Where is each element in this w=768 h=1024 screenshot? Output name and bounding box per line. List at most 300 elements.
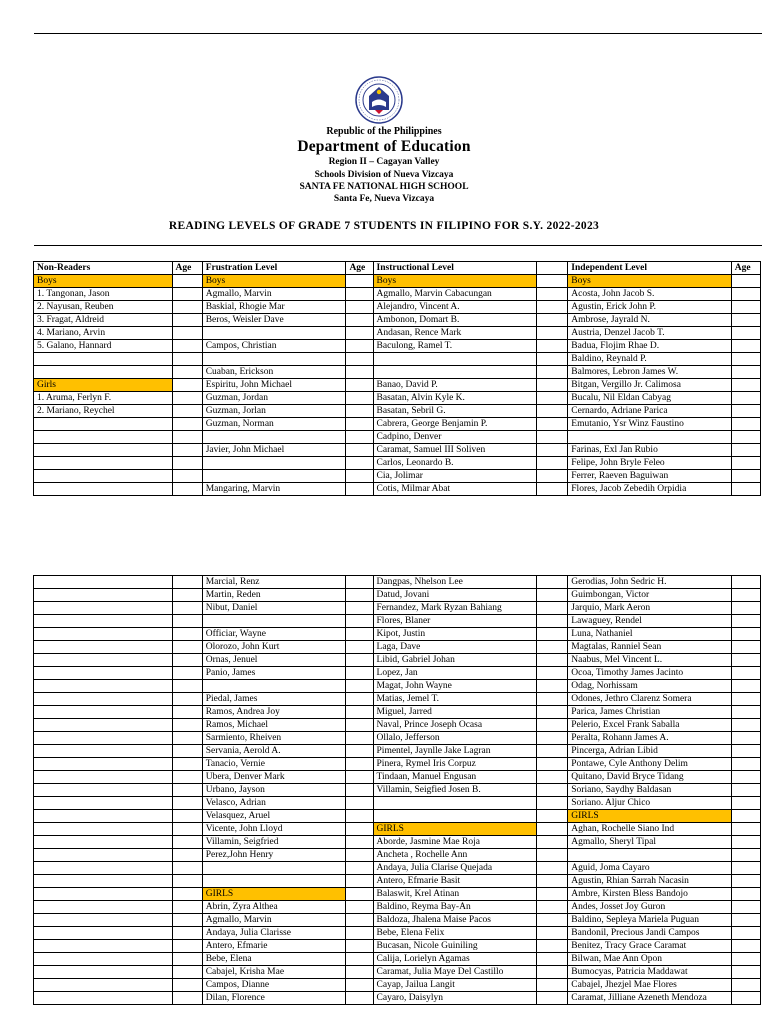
age-cell — [731, 275, 760, 288]
non-readers-cell — [34, 758, 173, 771]
independent-cell: Bitgan, Vergillo Jr. Calimosa — [568, 379, 732, 392]
deped-seal-icon — [355, 76, 403, 124]
age-cell — [731, 628, 760, 641]
age-cell — [346, 784, 373, 797]
age-cell — [537, 901, 568, 914]
age-cell — [172, 641, 202, 654]
frustration-cell: Perez,John Henry — [202, 849, 346, 862]
age-cell — [172, 732, 202, 745]
col-header-age: Age — [346, 262, 373, 275]
frustration-cell: Javier, John Michael — [202, 444, 346, 457]
col-header-age: Age — [172, 262, 202, 275]
age-cell — [731, 784, 760, 797]
frustration-cell — [202, 431, 346, 444]
table-row — [34, 353, 761, 366]
independent-cell: Ambrose, Jayrald N. — [568, 314, 732, 327]
age-cell — [172, 275, 202, 288]
age-cell — [537, 418, 568, 431]
age-cell — [731, 810, 760, 823]
non-readers-cell — [34, 444, 173, 457]
independent-cell: Peralta, Rohann James A. — [568, 732, 732, 745]
instructional-cell: Ambonon, Domart B. — [373, 314, 537, 327]
instructional-cell: Andasan, Rence Mark — [373, 327, 537, 340]
age-cell — [346, 823, 373, 836]
instructional-cell: Aborde, Jasmine Mae Roja — [373, 836, 537, 849]
age-cell — [346, 457, 373, 470]
age-cell — [346, 901, 373, 914]
age-cell — [537, 784, 568, 797]
non-readers-cell — [34, 602, 173, 615]
age-cell — [537, 927, 568, 940]
age-cell — [537, 379, 568, 392]
frustration-cell: Nibut, Daniel — [202, 602, 346, 615]
age-cell — [172, 314, 202, 327]
frustration-cell: Guzman, Norman — [202, 418, 346, 431]
instructional-cell: Ollalo, Jefferson — [373, 732, 537, 745]
non-readers-cell — [34, 797, 173, 810]
header-row — [34, 262, 761, 275]
independent-cell: Luna, Nathaniel — [568, 628, 732, 641]
age-cell — [731, 602, 760, 615]
age-cell — [346, 405, 373, 418]
age-cell — [731, 405, 760, 418]
age-cell — [537, 823, 568, 836]
age-cell — [537, 771, 568, 784]
age-cell — [731, 836, 760, 849]
independent-cell: Balmores, Lebron James W. — [568, 366, 732, 379]
frustration-cell: Martin, Reden — [202, 589, 346, 602]
age-cell — [731, 901, 760, 914]
instructional-cell: Baculong, Ramel T. — [373, 340, 537, 353]
age-cell — [172, 758, 202, 771]
independent-cell: Quitano, David Bryce Tidang — [568, 771, 732, 784]
age-cell — [346, 862, 373, 875]
top-rule — [34, 33, 762, 34]
age-cell — [172, 810, 202, 823]
non-readers-cell — [34, 940, 173, 953]
independent-cell: GIRLS — [568, 810, 732, 823]
frustration-cell: Beros, Weisler Dave — [202, 314, 346, 327]
age-cell — [346, 940, 373, 953]
frustration-cell — [202, 470, 346, 483]
frustration-cell: Servania, Aerold A. — [202, 745, 346, 758]
frustration-cell: Panio, James — [202, 667, 346, 680]
age-cell — [537, 366, 568, 379]
instructional-cell — [373, 366, 537, 379]
age-cell — [346, 758, 373, 771]
independent-cell: Soriano, Saydhy Baldasan — [568, 784, 732, 797]
independent-cell: Baldino, Sepleya Mariela Puguan — [568, 914, 732, 927]
age-cell — [172, 875, 202, 888]
instructional-cell: Matias, Jemel T. — [373, 693, 537, 706]
age-cell — [172, 288, 202, 301]
instructional-cell: Banao, David P. — [373, 379, 537, 392]
table-row — [34, 771, 761, 784]
frustration-cell — [202, 327, 346, 340]
frustration-cell: Ubera, Denver Mark — [202, 771, 346, 784]
age-cell — [731, 875, 760, 888]
age-cell — [172, 771, 202, 784]
table-row — [34, 628, 761, 641]
age-cell — [731, 470, 760, 483]
table-row — [34, 470, 761, 483]
non-readers-cell — [34, 875, 173, 888]
table-row — [34, 340, 761, 353]
independent-cell: Benitez, Tracy Grace Caramat — [568, 940, 732, 953]
instructional-cell: Antero, Efmarie Basit — [373, 875, 537, 888]
frustration-cell — [202, 457, 346, 470]
table-row — [34, 301, 761, 314]
frustration-cell: Urbano, Jayson — [202, 784, 346, 797]
independent-cell: Ferrer, Raeven Baguiwan — [568, 470, 732, 483]
age-cell — [346, 888, 373, 901]
frustration-cell: Olorozo, John Kurt — [202, 641, 346, 654]
frustration-cell — [202, 615, 346, 628]
non-readers-cell — [34, 732, 173, 745]
age-cell — [731, 823, 760, 836]
non-readers-cell — [34, 654, 173, 667]
instructional-cell: Caramat, Julia Maye Del Castillo — [373, 966, 537, 979]
non-readers-cell — [34, 862, 173, 875]
frustration-cell: Cabajel, Krisha Mae — [202, 966, 346, 979]
independent-cell: Lawaguey, Rendel — [568, 615, 732, 628]
table-row — [34, 680, 761, 693]
independent-cell: Ambre, Kirsten Bless Bandojo — [568, 888, 732, 901]
table-row — [34, 810, 761, 823]
age-cell — [731, 457, 760, 470]
age-cell — [537, 719, 568, 732]
table-row — [34, 288, 761, 301]
age-cell — [172, 784, 202, 797]
table-row — [34, 888, 761, 901]
age-cell — [731, 693, 760, 706]
age-cell — [537, 654, 568, 667]
age-cell — [346, 275, 373, 288]
age-cell — [346, 379, 373, 392]
age-cell — [172, 470, 202, 483]
table-row — [34, 366, 761, 379]
age-cell — [731, 914, 760, 927]
table-row — [34, 719, 761, 732]
non-readers-cell — [34, 901, 173, 914]
frustration-cell — [202, 680, 346, 693]
frustration-cell: GIRLS — [202, 888, 346, 901]
age-cell — [346, 849, 373, 862]
region-line: Region II – Cagayan Valley — [328, 157, 440, 167]
frustration-cell: Velasco, Adrian — [202, 797, 346, 810]
age-cell — [172, 576, 202, 589]
age-cell — [172, 444, 202, 457]
division-line: Schools Division of Nueva Vizcaya — [314, 170, 454, 180]
instructional-cell: GIRLS — [373, 823, 537, 836]
age-cell — [346, 992, 373, 1005]
age-cell — [346, 392, 373, 405]
age-cell — [731, 314, 760, 327]
table-row — [34, 745, 761, 758]
table-row — [34, 327, 761, 340]
frustration-cell: Villamin, Seigfried — [202, 836, 346, 849]
non-readers-cell — [34, 992, 173, 1005]
instructional-cell: Calija, Lorielyn Agamas — [373, 953, 537, 966]
non-readers-cell — [34, 888, 173, 901]
table-row — [34, 914, 761, 927]
instructional-cell: Tindaan, Manuel Engusan — [373, 771, 537, 784]
instructional-cell: Libid, Gabriel Johan — [373, 654, 537, 667]
col-header-instructional: Instructional Level — [373, 262, 537, 275]
instructional-cell: Cadpino, Denver — [373, 431, 537, 444]
age-cell — [172, 849, 202, 862]
age-cell — [537, 444, 568, 457]
age-cell — [346, 875, 373, 888]
independent-cell: Cernardo, Adriane Parica — [568, 405, 732, 418]
instructional-cell: Cayaro, Daisylyn — [373, 992, 537, 1005]
instructional-cell: Carlos, Leonardo B. — [373, 457, 537, 470]
age-cell — [731, 379, 760, 392]
table-row — [34, 797, 761, 810]
age-cell — [172, 901, 202, 914]
instructional-cell: Magat, John Wayne — [373, 680, 537, 693]
age-cell — [346, 745, 373, 758]
frustration-cell: Sarmiento, Rheiven — [202, 732, 346, 745]
frustration-cell: Vicente, John Lloyd — [202, 823, 346, 836]
non-readers-cell — [34, 576, 173, 589]
independent-cell — [568, 849, 732, 862]
age-cell — [731, 849, 760, 862]
frustration-cell: Marcial, Renz — [202, 576, 346, 589]
age-cell — [731, 288, 760, 301]
age-cell — [172, 680, 202, 693]
age-cell — [731, 589, 760, 602]
instructional-cell: Cotis, Milmar Abat — [373, 483, 537, 496]
non-readers-cell: 4. Mariano, Arvin — [34, 327, 173, 340]
table-row — [34, 927, 761, 940]
age-cell — [537, 628, 568, 641]
table-row — [34, 457, 761, 470]
age-cell — [346, 953, 373, 966]
independent-cell — [568, 431, 732, 444]
age-cell — [346, 810, 373, 823]
independent-cell: Soriano. Aljur Chico — [568, 797, 732, 810]
frustration-cell: Guzman, Jorlan — [202, 405, 346, 418]
age-cell — [172, 667, 202, 680]
age-cell — [346, 589, 373, 602]
table-row — [34, 641, 761, 654]
age-cell — [537, 340, 568, 353]
instructional-cell: Laga, Dave — [373, 641, 537, 654]
age-cell — [346, 418, 373, 431]
age-cell — [346, 771, 373, 784]
age-cell — [172, 914, 202, 927]
independent-cell: Bucalu, Nil Eldan Cabyag — [568, 392, 732, 405]
non-readers-cell — [34, 784, 173, 797]
non-readers-cell: Boys — [34, 275, 173, 288]
non-readers-cell: 1. Aruma, Ferlyn F. — [34, 392, 173, 405]
age-cell — [731, 966, 760, 979]
col-header-age: Age — [731, 262, 760, 275]
age-cell — [172, 366, 202, 379]
age-cell — [537, 275, 568, 288]
frustration-cell: Mangaring, Marvin — [202, 483, 346, 496]
instructional-cell: Alejandro, Vincent A. — [373, 301, 537, 314]
school-address: Santa Fe, Nueva Vizcaya — [333, 194, 435, 204]
independent-cell: Odones, Jethro Clarenz Somera — [568, 693, 732, 706]
col-header-independent: Independent Level — [568, 262, 732, 275]
age-cell — [731, 576, 760, 589]
non-readers-cell — [34, 914, 173, 927]
age-cell — [731, 862, 760, 875]
instructional-cell: Boys — [373, 275, 537, 288]
age-cell — [537, 953, 568, 966]
age-cell — [731, 706, 760, 719]
independent-cell: Acosta, John Jacob S. — [568, 288, 732, 301]
age-cell — [537, 914, 568, 927]
age-cell — [731, 758, 760, 771]
frustration-cell: Officiar, Wayne — [202, 628, 346, 641]
non-readers-cell: 2. Nayusan, Reuben — [34, 301, 173, 314]
age-cell — [346, 431, 373, 444]
age-cell — [346, 732, 373, 745]
age-cell — [537, 288, 568, 301]
non-readers-cell: 2. Mariano, Reychel — [34, 405, 173, 418]
age-cell — [731, 431, 760, 444]
instructional-cell: Bucasan, Nicole Guiniling — [373, 940, 537, 953]
age-cell — [537, 392, 568, 405]
independent-cell: Bilwan, Mae Ann Opon — [568, 953, 732, 966]
age-cell — [537, 836, 568, 849]
age-cell — [172, 797, 202, 810]
age-cell — [172, 940, 202, 953]
age-cell — [537, 992, 568, 1005]
age-cell — [346, 914, 373, 927]
instructional-cell: Balaswit, Krel Atinan — [373, 888, 537, 901]
age-cell — [537, 745, 568, 758]
age-cell — [346, 979, 373, 992]
age-cell — [172, 431, 202, 444]
age-cell — [172, 966, 202, 979]
age-cell — [537, 327, 568, 340]
age-cell — [537, 301, 568, 314]
independent-cell: Austria, Denzel Jacob T. — [568, 327, 732, 340]
instructional-cell: Ancheta , Rochelle Ann — [373, 849, 537, 862]
table-row — [34, 444, 761, 457]
age-cell — [731, 366, 760, 379]
age-cell — [172, 589, 202, 602]
col-header-non-readers: Non-Readers — [34, 262, 173, 275]
age-cell — [346, 836, 373, 849]
independent-cell: Farinas, Exl Jan Rubio — [568, 444, 732, 457]
age-cell — [346, 628, 373, 641]
instructional-cell: Baldoza, Jhalena Maise Pacos — [373, 914, 537, 927]
school-name: SANTA FE NATIONAL HIGH SCHOOL — [299, 182, 469, 192]
frustration-cell — [202, 353, 346, 366]
non-readers-cell — [34, 366, 173, 379]
age-cell — [537, 693, 568, 706]
age-cell — [346, 927, 373, 940]
table-row — [34, 849, 761, 862]
instructional-cell — [373, 810, 537, 823]
age-cell — [346, 615, 373, 628]
frustration-cell: Espiritu, John Michael — [202, 379, 346, 392]
age-cell — [172, 719, 202, 732]
age-cell — [346, 353, 373, 366]
independent-cell: Badua, Flojim Rhae D. — [568, 340, 732, 353]
age-cell — [537, 849, 568, 862]
independent-cell: Caramat, Jilliane Azeneth Mendoza — [568, 992, 732, 1005]
age-cell — [731, 992, 760, 1005]
independent-cell: Andes, Josset Joy Guron — [568, 901, 732, 914]
frustration-cell: Velasquez, Aruel — [202, 810, 346, 823]
table-row — [34, 901, 761, 914]
non-readers-cell — [34, 849, 173, 862]
age-cell — [346, 483, 373, 496]
col-header-frustration: Frustration Level — [202, 262, 346, 275]
frustration-cell: Ramos, Michael — [202, 719, 346, 732]
frustration-cell: Guzman, Jordan — [202, 392, 346, 405]
independent-cell: Emutanio, Ysr Winz Faustino — [568, 418, 732, 431]
frustration-cell — [202, 875, 346, 888]
age-cell — [731, 654, 760, 667]
age-cell — [537, 966, 568, 979]
age-cell — [172, 379, 202, 392]
independent-cell: Bumocyas, Patricia Maddawat — [568, 966, 732, 979]
age-cell — [346, 641, 373, 654]
age-cell — [172, 418, 202, 431]
frustration-cell: Ramos, Andrea Joy — [202, 706, 346, 719]
instructional-cell: Pinera, Rymel Iris Corpuz — [373, 758, 537, 771]
age-cell — [172, 979, 202, 992]
age-cell — [731, 483, 760, 496]
table-row — [34, 940, 761, 953]
instructional-cell: Basatan, Alvin Kyle K. — [373, 392, 537, 405]
age-cell — [537, 353, 568, 366]
age-cell — [537, 615, 568, 628]
age-cell — [731, 940, 760, 953]
frustration-cell: Andaya, Julia Clarisse — [202, 927, 346, 940]
age-cell — [537, 314, 568, 327]
age-cell — [346, 654, 373, 667]
age-cell — [346, 444, 373, 457]
age-cell — [172, 953, 202, 966]
non-readers-cell — [34, 745, 173, 758]
table-row — [34, 379, 761, 392]
table-row — [34, 602, 761, 615]
independent-cell: Aguid, Joma Cayaro — [568, 862, 732, 875]
instructional-cell: Lopez, Jan — [373, 667, 537, 680]
age-cell — [346, 797, 373, 810]
non-readers-cell — [34, 706, 173, 719]
age-cell — [731, 680, 760, 693]
non-readers-cell — [34, 667, 173, 680]
age-cell — [172, 483, 202, 496]
age-cell — [172, 862, 202, 875]
age-cell — [731, 979, 760, 992]
table-row — [34, 966, 761, 979]
age-cell — [537, 797, 568, 810]
non-readers-cell — [34, 836, 173, 849]
age-cell — [346, 576, 373, 589]
reading-levels-table-2 — [33, 575, 761, 1005]
non-readers-cell — [34, 927, 173, 940]
non-readers-cell — [34, 823, 173, 836]
non-readers-cell — [34, 470, 173, 483]
independent-cell: Pincerga, Adrian Libid — [568, 745, 732, 758]
instructional-cell: Cia, Jolimar — [373, 470, 537, 483]
instructional-cell — [373, 353, 537, 366]
frustration-cell: Ornas, Jenuel — [202, 654, 346, 667]
table-row — [34, 693, 761, 706]
instructional-cell: Dangpas, Nhelson Lee — [373, 576, 537, 589]
age-cell — [346, 340, 373, 353]
